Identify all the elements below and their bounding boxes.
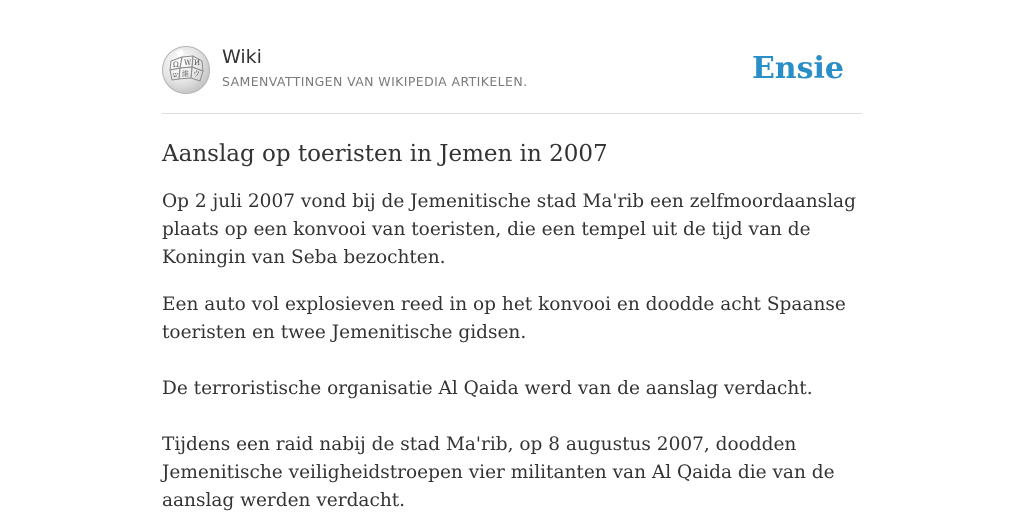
wikipedia-globe-icon[interactable] [162, 46, 210, 94]
article-paragraph: Een auto vol explosieven reed in op het konvooi en doodde acht Spaanse toeristen en twee Jemenitische gidsen. [162, 294, 846, 343]
article-paragraph: Op 2 juli 2007 vond bij de Jemenitische stad Ma'rib een zelfmoordaanslag plaats op een konvooi van toeristen, die een tempel uit de tijd van de Koningin van Seba bezochten. [162, 191, 856, 268]
svg-text:ש: ש [173, 71, 178, 79]
page [162, 0, 862, 512]
site-name[interactable]: Wiki [222, 46, 262, 68]
article-body [162, 188, 862, 512]
svg-text:И: И [194, 59, 201, 67]
svg-text:維: 維 [182, 70, 189, 78]
article-paragraph: Tijdens een raid nabij de stad Ma'rib, op 8 augustus 2007, doodden Jemenitische veiligheidstroepen vier militanten van Al Qaida die van de aanslag werden verdacht. [162, 434, 835, 511]
svg-text:W: W [184, 59, 192, 67]
svg-text:Ω: Ω [173, 61, 179, 69]
article [162, 138, 862, 512]
article-title: Aanslag op toeristen in Jemen in 2007 [162, 141, 608, 167]
ensie-brand-link[interactable]: Ensie [751, 51, 844, 86]
article-paragraph: De terroristische organisatie Al Qaida werd van de aanslag verdacht. [162, 378, 813, 399]
site-tagline: SAMENVATTINGEN VAN WIKIPEDIA ARTIKELEN. [222, 74, 528, 89]
svg-text:ウ: ウ [193, 70, 200, 78]
site-header [162, 0, 862, 114]
